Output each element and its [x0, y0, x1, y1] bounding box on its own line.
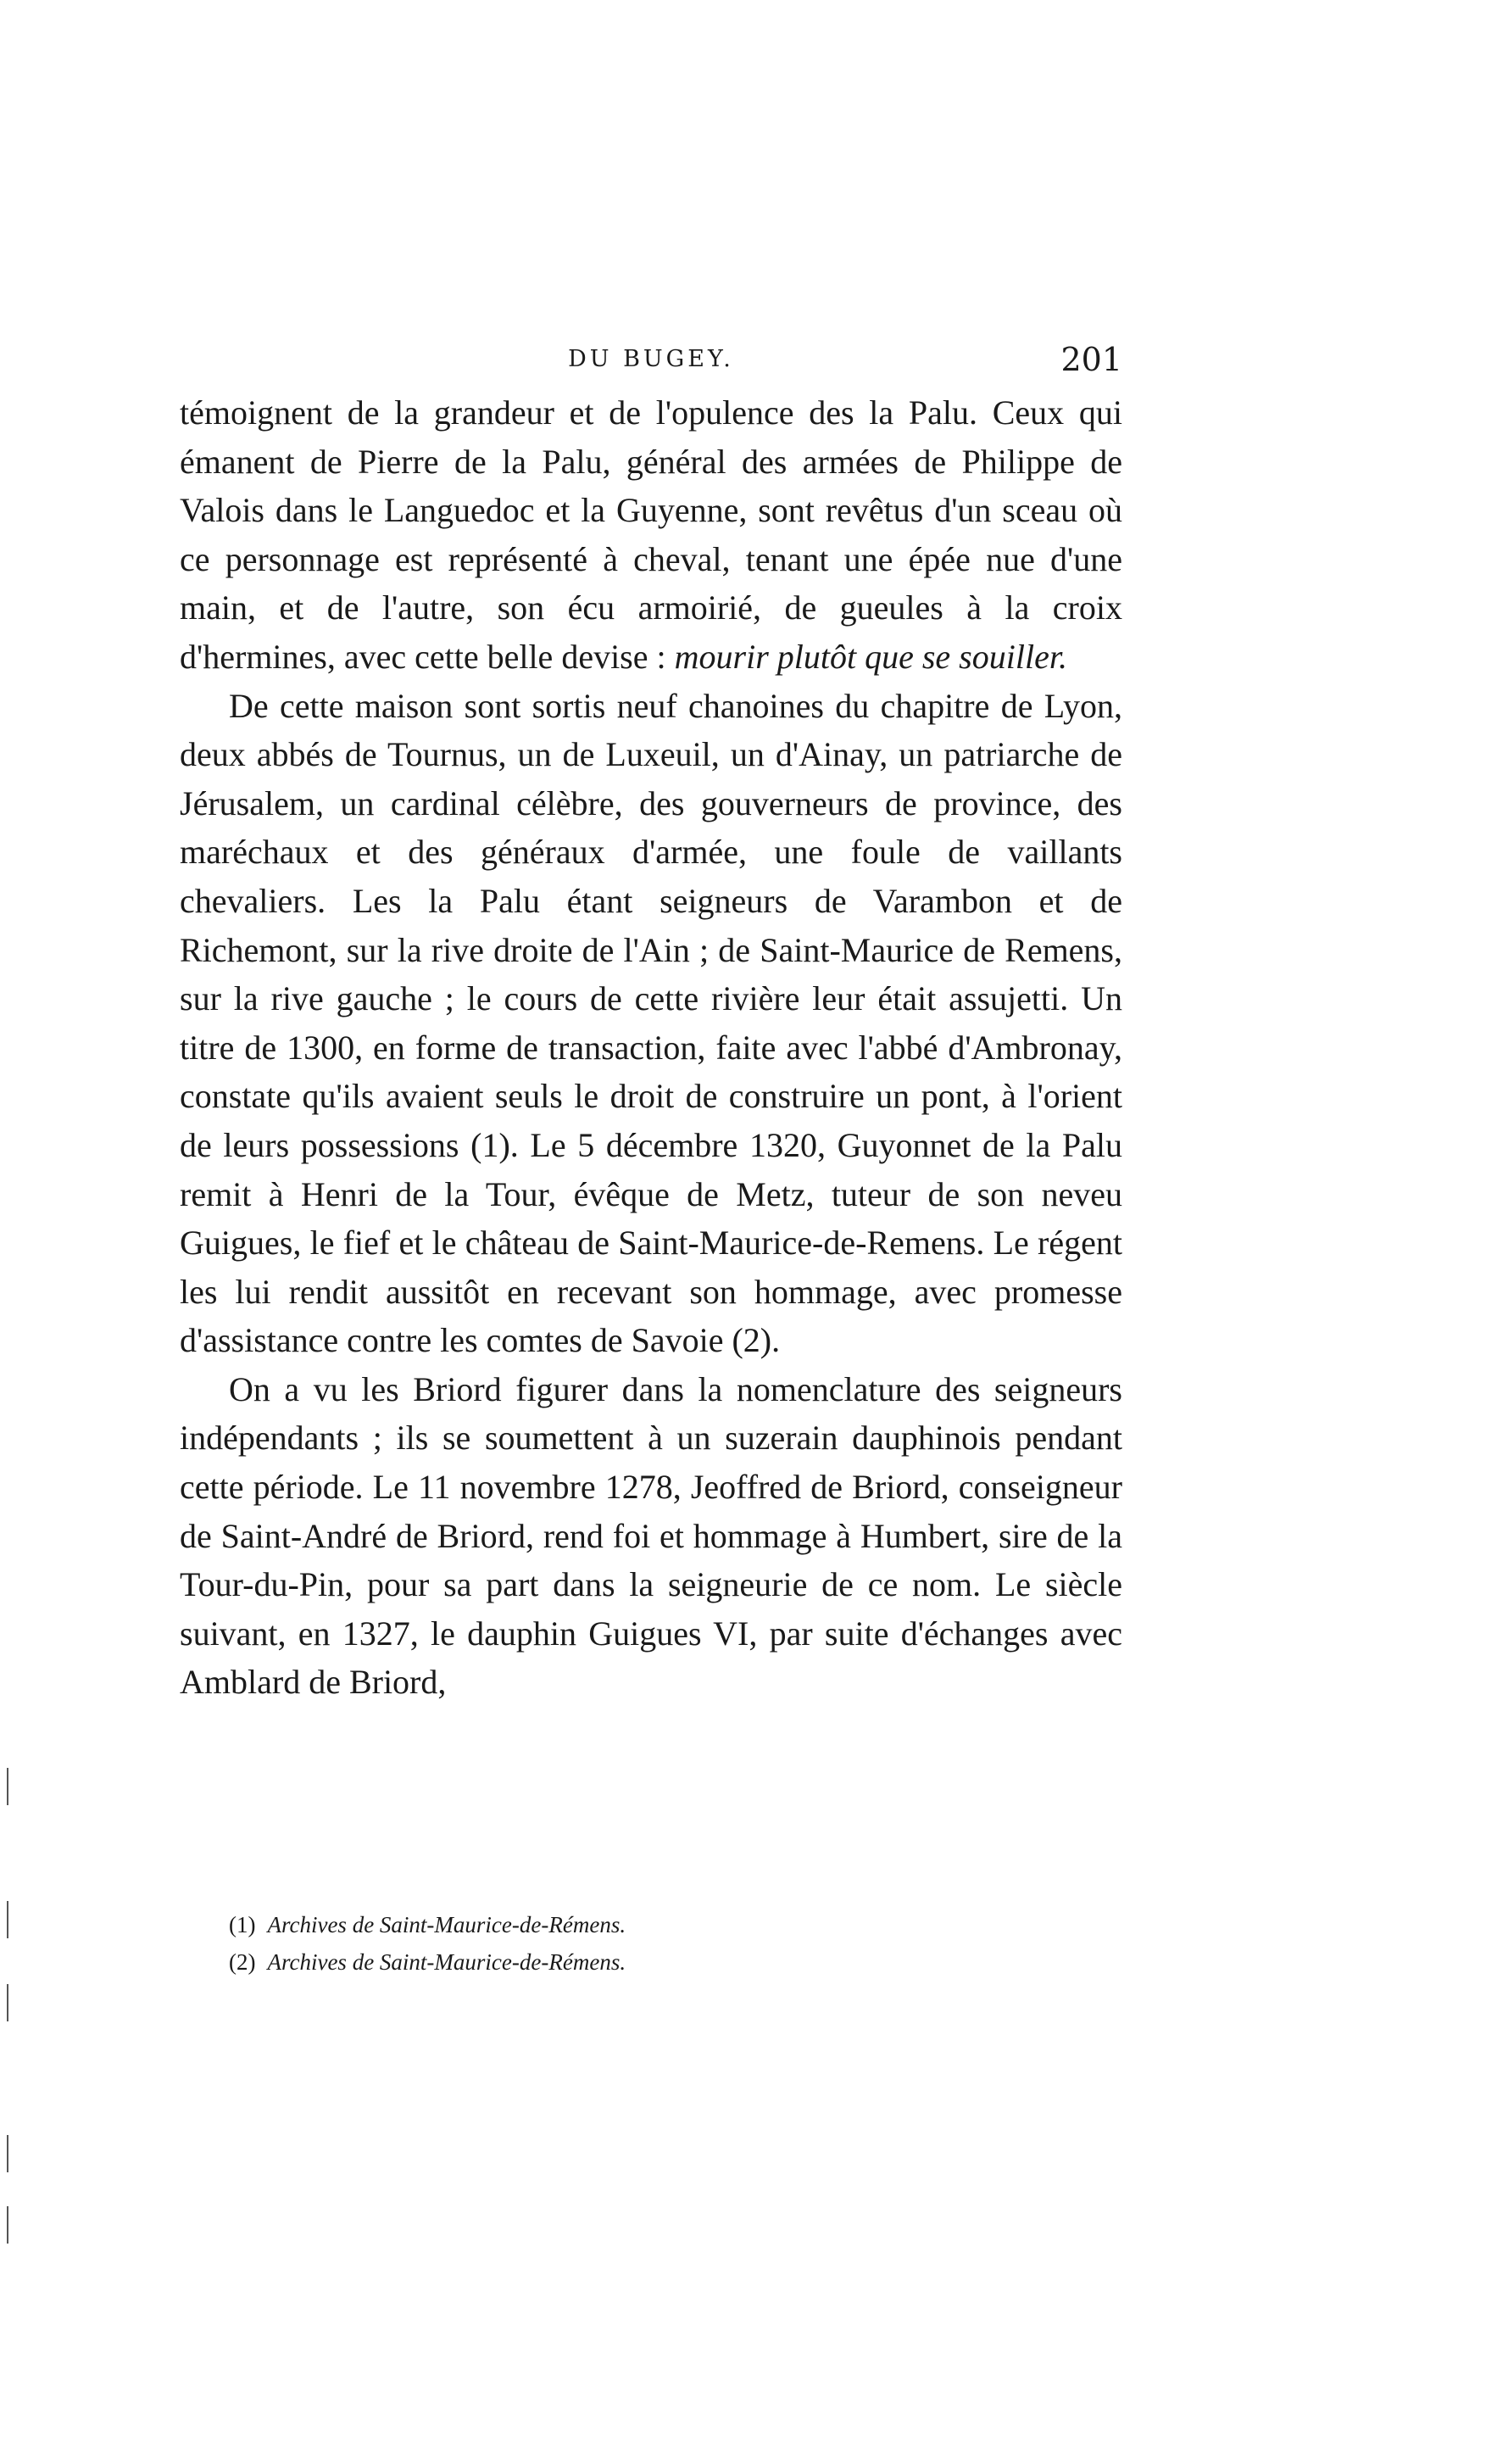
scan-artifact	[7, 2135, 8, 2172]
footnote-2	[229, 1943, 1127, 1981]
footnote-number: (1)	[229, 1912, 256, 1937]
scan-artifact	[7, 1984, 8, 2021]
motto: mourir plutôt que se souiller.	[674, 637, 1067, 676]
running-title: DU BUGEY.	[568, 346, 734, 372]
paragraph-1-text: témoignent de la grandeur et de l'opulence des la Palu. Ceux qui émanent de Pierre de la Palu, général des armées de Philippe de Valois dans le Languedoc et la Guyenne, sont revêtus d'un sceau où ce personnage est représenté à cheval, tenant une épée nue d'une main, et de l'autre, son écu armoirié, de gueules à la croix d'hermines, avec cette belle devise :	[180, 393, 1122, 676]
paragraph-3: On a vu les Briord figurer dans la nomenclature des seigneurs indépendants ; ils se soumettent à un suzerain dauphinois pendant cette période. Le 11 novembre 1278, Jeoffred de Briord, conseigneur de Saint-André de Briord, rend foi et hommage à Humbert, sire de la Tour-du-Pin, pour sa part dans la seigneurie de ce nom. Le siècle suivant, en 1327, le dauphin Guigues VI, par suite d'échanges avec Amblard de Briord,	[180, 1369, 1122, 1702]
scan-artifact	[7, 2206, 8, 2244]
page-number: 201	[1060, 341, 1122, 378]
footnote-1	[229, 1906, 1127, 1943]
paragraph-2: De cette maison sont sortis neuf chanoines du chapitre de Lyon, deux abbés de Tournus, un de Luxeuil, un d'Ainay, un patriarche de Jérusalem, un cardinal célèbre, des gouverneurs de province, des maréchaux et des généraux d'armée, une foule de vaillants chevaliers. Les la Palu étant seigneurs de Varambon et de Richemont, sur la rive droite de l'Ain ; de Saint-Maurice de Remens, sur la rive gauche ; le cours de cette rivière leur était assujetti. Un titre de 1300, en forme de transaction, faite avec l'abbé d'Ambronay, constate qu'ils avaient seuls le droit de construire un pont, à l'orient de leurs possessions (1). Le 5 décembre 1320, Guyonnet de la Palu remit à Henri de la Tour, évêque de Metz, tuteur de son neveu Guigues, le fief et le château de Saint-Maurice-de-Remens. Le régent les lui rendit aussitôt en recevant son hommage, avec promesse d'assistance contre les comtes de Savoie (2).	[180, 686, 1122, 1360]
scan-artifact	[7, 1901, 8, 1938]
paragraph-1	[180, 388, 1122, 682]
scan-artifact	[7, 1768, 8, 1805]
footnotes	[229, 1906, 1127, 1981]
running-head	[180, 341, 1122, 383]
footnote-text: Archives de Saint-Maurice-de-Rémens.	[267, 1912, 626, 1937]
footnote-text: Archives de Saint-Maurice-de-Rémens.	[267, 1949, 626, 1975]
body-text	[180, 388, 1122, 1707]
footnote-number: (2)	[229, 1949, 256, 1975]
